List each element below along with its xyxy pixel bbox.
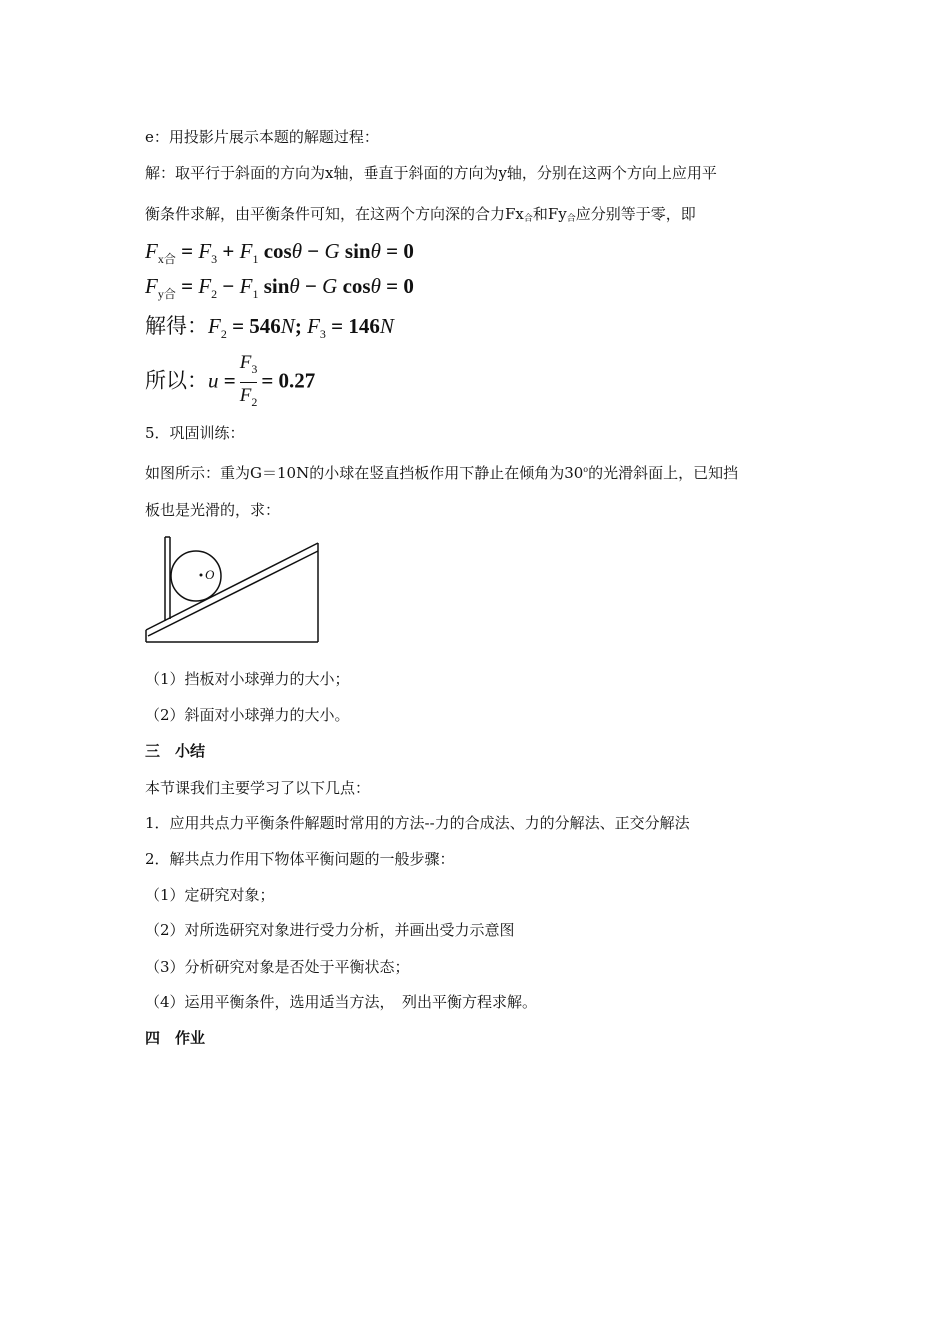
question-1: （1）挡板对小球弹力的大小； (145, 670, 350, 688)
solution-text-b: 和Fy (532, 205, 567, 223)
exercise-heading: 5．巩固训练： (145, 424, 245, 442)
degree-mark: o (583, 465, 589, 474)
summary-point-1: 1．应用共点力平衡条件解题时常用的方法--力的合成法、力的分解法、正交分解法 (145, 814, 690, 832)
solution-text-a: 衡条件求解，由平衡条件可知，在这两个方向深的合力Fx (145, 205, 524, 223)
summary-step-2: （2）对所选研究对象进行受力分析，并画出受力示意图 (145, 921, 515, 939)
problem-text-a: 如图所示：重为G＝10N的小球在竖直挡板作用下静止在倾角为30 (145, 464, 584, 482)
summary-point-2: 2．解共点力作用下物体平衡问题的一般步骤： (145, 850, 455, 868)
equation-fx: $F_{x合} = F_3 + F_1$ cosθ − G sinθ = 0 (145, 239, 414, 266)
equation-result: 解得：$F_2 = 546N$; $F_3 = 146N$ (145, 314, 394, 341)
step-e-line: e：用投影片展示本题的解题过程： (145, 128, 379, 146)
summary-step-3: （3）分析研究对象是否处于平衡状态； (145, 958, 410, 976)
result-label: 解得： (145, 314, 208, 338)
equation-mu: 所以：u = $\frac{F_3}{F_2}$ = 0.27 (145, 352, 315, 413)
therefore-label: 所以： (145, 368, 208, 393)
question-2: （2）斜面对小球弹力的大小。 (145, 706, 350, 724)
incline-slope-line (146, 543, 318, 630)
solution-text-c: 应分别等于零，即 (575, 205, 696, 223)
subscript-he: 合 (566, 214, 576, 224)
summary-step-1: （1）定研究对象； (145, 886, 275, 904)
incline-ball-figure (140, 535, 325, 645)
mu-result: = 0.27 (261, 368, 316, 393)
solution-line-2 (145, 204, 696, 229)
ball-center-dot (200, 574, 203, 577)
subscript-he: 合 (523, 214, 533, 224)
homework-heading: 四 作业 (145, 1029, 206, 1047)
problem-text-b: 的光滑斜面上，已知挡 (588, 464, 739, 482)
summary-intro: 本节课我们主要学习了以下几点： (145, 779, 371, 797)
exercise-problem-2: 板也是光滑的，求： (145, 501, 281, 519)
summary-heading: 三 小结 (145, 742, 206, 760)
exercise-problem-1 (145, 460, 738, 483)
solution-line-1: 解：取平行于斜面的方向为x轴，垂直于斜面的方向为y轴，分别在这两个方向上应用平 (145, 164, 717, 182)
equation-fy: $F_{y合} = F_2 - F_1$ sinθ − G cosθ = 0 (145, 274, 414, 301)
fraction: $\frac{F_3}{F_2}$ (239, 352, 258, 409)
summary-step-4: （4）运用平衡条件，选用适当方法， 列出平衡方程求解。 (145, 993, 538, 1011)
center-label: O (205, 567, 215, 582)
